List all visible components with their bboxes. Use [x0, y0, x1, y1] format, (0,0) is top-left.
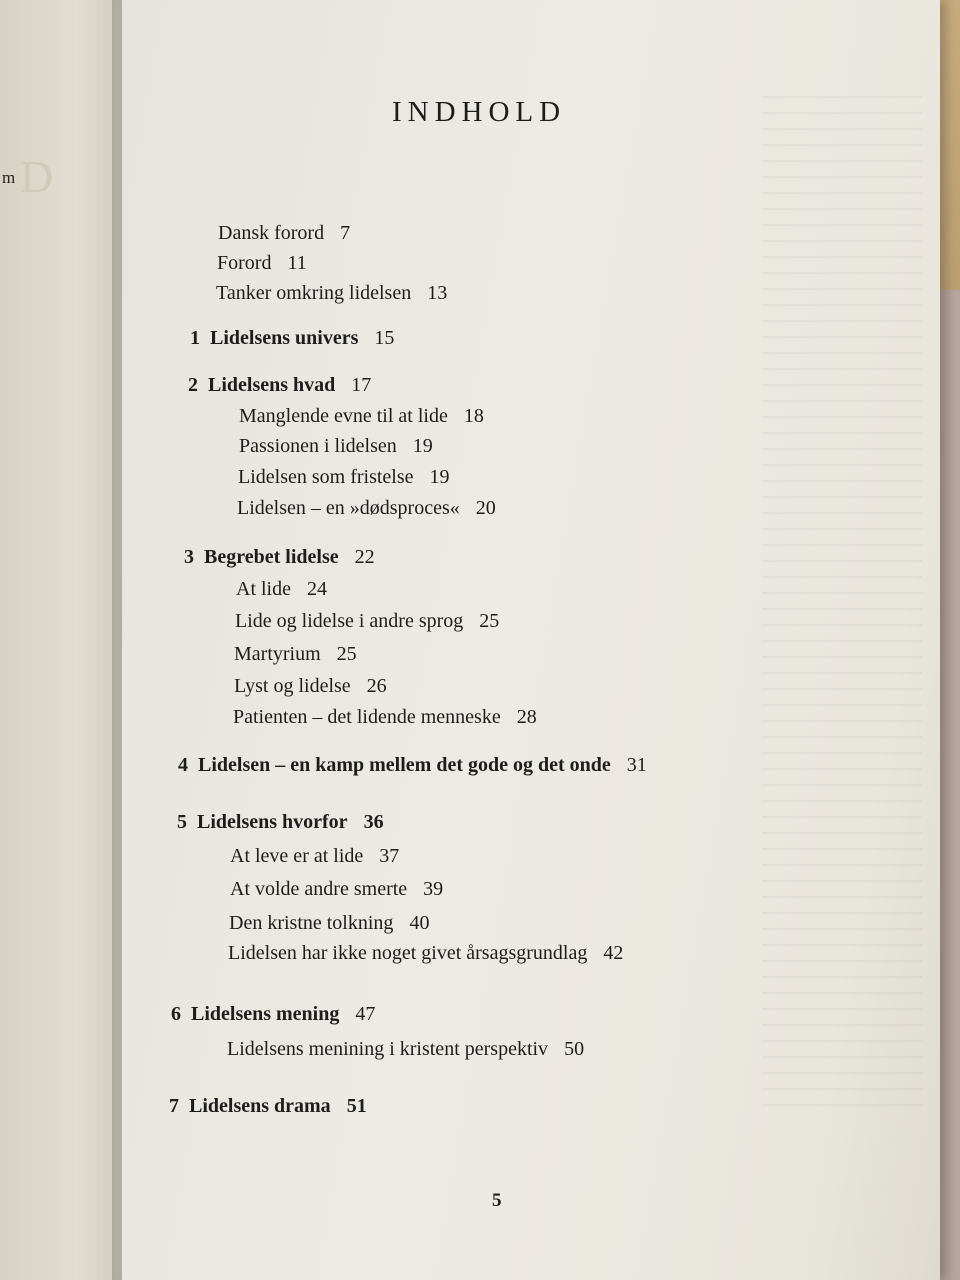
toc-section	[235, 610, 499, 633]
section-title: Martyrium	[234, 643, 321, 665]
chapter-number: 5	[177, 811, 187, 833]
entry-page: 11	[287, 252, 307, 274]
section-page: 20	[475, 497, 496, 519]
section-page: 25	[479, 610, 500, 632]
toc-front-entry	[218, 222, 350, 245]
toc-section	[239, 405, 484, 428]
toc-section	[233, 706, 537, 729]
chapter-number: 3	[184, 546, 194, 568]
section-page: 18	[463, 405, 484, 427]
toc-section	[228, 942, 623, 965]
left-page-text-fragment: m	[2, 168, 16, 187]
chapter-number: 1	[190, 327, 200, 349]
entry-title: Tanker omkring lidelsen	[216, 282, 412, 304]
section-page: 26	[366, 675, 387, 697]
chapter-page: 47	[355, 1003, 376, 1025]
section-title: Lide og lidelse i andre sprog	[235, 610, 464, 632]
chapter-title: Lidelsens drama	[189, 1095, 331, 1117]
section-title: Den kristne tolkning	[229, 912, 394, 934]
section-title: Manglende evne til at lide	[239, 405, 448, 427]
section-page: 25	[336, 643, 357, 665]
section-page: 42	[603, 942, 624, 964]
chapter-page: 51	[346, 1095, 367, 1117]
entry-title: Dansk forord	[218, 222, 325, 244]
section-page: 37	[379, 845, 400, 867]
chapter-number: 7	[169, 1095, 179, 1117]
section-title: At volde andre smerte	[230, 878, 408, 900]
toc-chapter-1	[190, 327, 394, 350]
toc-chapter-7	[169, 1095, 367, 1118]
chapter-title: Lidelsens mening	[191, 1003, 340, 1025]
show-through-texture	[762, 96, 922, 1116]
section-title: At lide	[236, 578, 291, 600]
toc-section	[234, 643, 357, 666]
section-page: 24	[307, 578, 327, 600]
toc-front-entry	[216, 282, 447, 305]
section-page: 19	[429, 466, 450, 488]
section-title: Patienten – det lidende menneske	[233, 706, 501, 728]
section-title: Lidelsens menining i kristent perspektiv	[227, 1038, 549, 1060]
section-title: Lidelsen har ikke noget givet årsagsgrundlag	[228, 942, 588, 964]
entry-page: 7	[340, 222, 351, 244]
chapter-number: 6	[171, 1003, 181, 1025]
section-title: Lidelsen som fristelse	[238, 466, 414, 488]
page-number: 5	[492, 1190, 502, 1211]
section-page: 28	[516, 706, 537, 728]
toc-section	[229, 912, 429, 935]
book-page	[122, 0, 940, 1280]
left-page	[0, 0, 128, 1280]
page-title: INDHOLD	[392, 96, 567, 128]
toc-chapter-2	[188, 374, 371, 397]
toc-front-entry	[217, 252, 307, 275]
toc-section	[230, 845, 399, 868]
section-title: At leve er at lide	[230, 845, 364, 867]
section-page: 19	[412, 435, 433, 457]
entry-page: 13	[427, 282, 448, 304]
chapter-title: Lidelsen – en kamp mellem det gode og det onde	[198, 754, 611, 776]
toc-section	[237, 497, 496, 520]
section-title: Lyst og lidelse	[234, 675, 351, 697]
section-page: 50	[564, 1038, 585, 1060]
chapter-page: 15	[374, 327, 395, 349]
toc-section	[234, 675, 387, 698]
toc-section	[227, 1038, 584, 1061]
chapter-page: 31	[626, 754, 647, 776]
section-page: 39	[423, 878, 444, 900]
toc-section	[238, 466, 450, 489]
toc-chapter-5	[177, 811, 384, 834]
toc-chapter-4	[178, 754, 647, 777]
section-title: Passionen i lidelsen	[239, 435, 397, 457]
chapter-page: 36	[363, 811, 384, 833]
chapter-title: Lidelsens hvorfor	[197, 811, 348, 833]
section-page: 40	[409, 912, 430, 934]
chapter-page: 17	[351, 374, 372, 396]
chapter-number: 2	[188, 374, 198, 396]
chapter-title: Begrebet lidelse	[204, 546, 339, 568]
chapter-number: 4	[178, 754, 188, 776]
left-page-ghost-glyph: D	[20, 151, 54, 202]
toc-chapter-6	[171, 1003, 375, 1026]
toc-chapter-3	[184, 546, 375, 569]
toc-section	[230, 878, 443, 901]
chapter-title: Lidelsens hvad	[208, 374, 336, 396]
toc-section	[236, 578, 327, 601]
chapter-title: Lidelsens univers	[210, 327, 359, 349]
section-title: Lidelsen – en »dødsproces«	[237, 497, 460, 519]
entry-title: Forord	[217, 252, 272, 274]
chapter-page: 22	[354, 546, 375, 568]
toc-section	[239, 435, 433, 458]
